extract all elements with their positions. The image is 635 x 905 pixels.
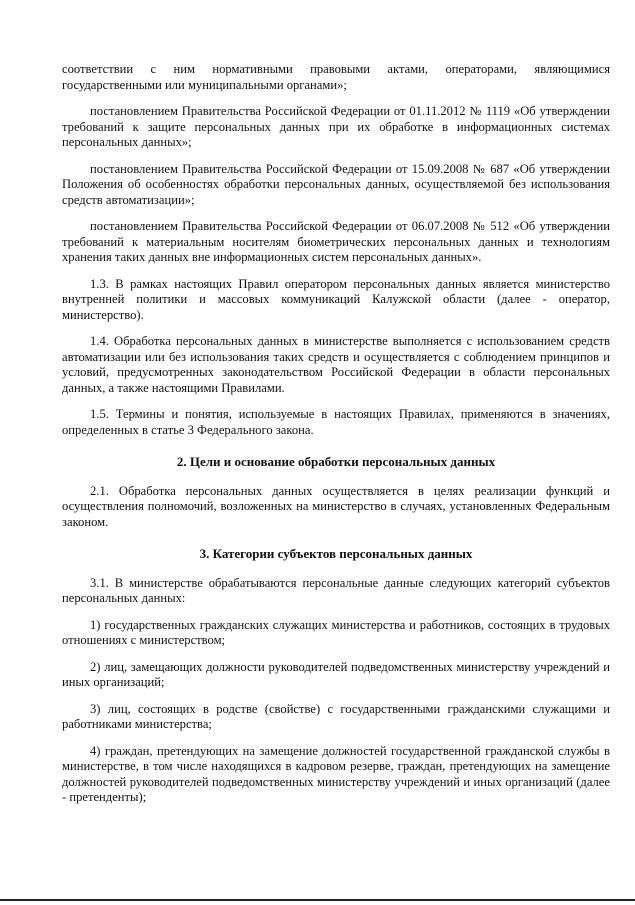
paragraph-3-1: 3.1. В министерстве обрабатываются персональные данные следующих категорий субъектов персональных данных: [62, 575, 610, 605]
paragraph-decree-512: постановлением Правительства Российской Федерации от 06.07.2008 № 512 «Об утверждении требований к материальным носителям биометрических персональных данных и технологиям хранения таких данных вне информационных систем персональных данных». [62, 219, 610, 264]
paragraph-continuation: соответствии с ним нормативными правовыми актами, операторами, являющимися государственными или муниципальными органами»; [62, 62, 610, 92]
list-item-1: 1) государственных гражданских служащих министерства и работников, состоящих в трудовых отношениях с министерством; [62, 617, 610, 647]
list-item-3: 3) лиц, состоящих в родстве (свойстве) с государственными гражданскими служащими и работниками министерства; [62, 701, 610, 731]
paragraph-decree-1119: постановлением Правительства Российской Федерации от 01.11.2012 № 1119 «Об утверждении требований к защите персональных данных при их обработке в информационных системах персональных данных»; [62, 104, 610, 149]
list-item-4: 4) граждан, претендующих на замещение должностей государственной гражданской службы в министерстве, в том числе находящихся в кадровом резерве, граждан, претендующих на замещение должностей руководителей подведомственных министерству учреждений и иных организаций (далее - претенденты); [62, 743, 610, 804]
section-3-heading: 3. Категории субъектов персональных данных [199, 546, 473, 561]
list-item-2: 2) лиц, замещающих должности руководителей подведомственных министерству учреждений и иных организаций; [62, 659, 610, 689]
paragraph-decree-687: постановлением Правительства Российской Федерации от 15.09.2008 № 687 «Об утверждении Положения об особенностях обработки персональных данных, осуществляемой без использования средств автоматизации»; [62, 161, 610, 207]
document-page [62, 62, 610, 817]
paragraph-1-4: 1.4. Обработка персональных данных в министерстве выполняется с использованием средств автоматизации или без использования таких средств и осуществляется с соблюдением принципов и условий, предусмотренных законодательством Российской Федерации в области персональных данных, а также настоящими Правилами. [62, 334, 610, 395]
paragraph-1-3: 1.3. В рамках настоящих Правил оператором персональных данных является министерство внутренней политики и массовых коммуникаций Калужской области (далее - оператор, министерство). [62, 276, 610, 322]
section-2-heading: 2. Цели и основание обработки персональных данных [176, 454, 496, 469]
paragraph-1-5: 1.5. Термины и понятия, используемые в настоящих Правилах, применяются в значениях, определенных в статье 3 Федерального закона. [62, 407, 610, 437]
paragraph-2-1: 2.1. Обработка персональных данных осуществляется в целях реализации функций и осуществления полномочий, возложенных на министерство в случаях, установленных Федеральным законом. [62, 483, 610, 529]
page-bottom-edge [0, 899, 635, 901]
